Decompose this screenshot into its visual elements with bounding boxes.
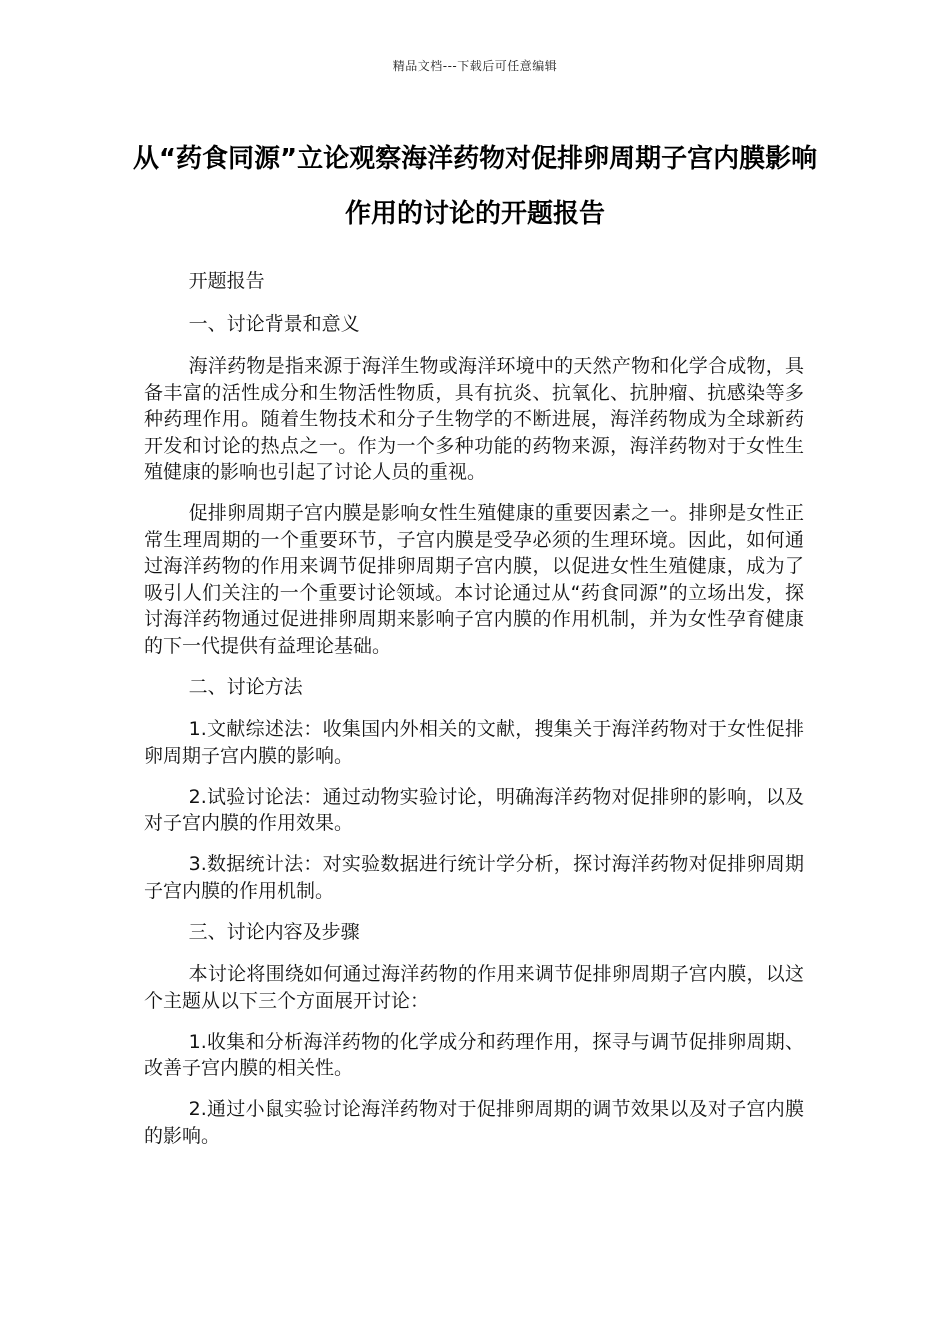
step-item-chemical-analysis: 1.收集和分析海洋药物的化学成分和药理作用，探寻与调节促排卵周期、改善子宫内膜的相关性。 bbox=[144, 1030, 804, 1079]
document-title: 从“药食同源”立论观察海洋药物对促排卵周期子宫内膜影响作用的讨论的开题报告 bbox=[132, 144, 818, 229]
method-item-literature-review: 1.文献综述法：收集国内外相关的文献，搜集关于海洋药物对于女性促排卵周期子宫内膜的影响。 bbox=[144, 718, 804, 767]
paragraph-ovulation-endometrium: 促排卵周期子宫内膜是影响女性生殖健康的重要因素之一。排卵是女性正常生理周期的一个重要环节，子宫内膜是受孕必须的生理环境。因此，如何通过海洋药物的作用来调节促排卵周期子宫内膜，以促进女性生殖健康，成为了吸引人们关注的一个重要讨论领域。本讨论通过从“药食同源”的立场出发，探讨海洋药物通过促进排卵周期来影响子宫内膜的作用机制，并为女性孕育健康的下一代提供有益理论基础。 bbox=[144, 502, 804, 657]
section-heading-methods: 二、讨论方法 bbox=[188, 675, 303, 698]
paragraph-research-scope: 本讨论将围绕如何通过海洋药物的作用来调节促排卵周期子宫内膜，以这个主题从以下三个方面展开讨论： bbox=[144, 963, 804, 1012]
method-item-experiment: 2.试验讨论法：通过动物实验讨论，明确海洋药物对促排卵的影响，以及对子宫内膜的作用效果。 bbox=[144, 785, 804, 834]
method-item-statistics: 3.数据统计法：对实验数据进行统计学分析，探讨海洋药物对促排卵周期子宫内膜的作用机制。 bbox=[144, 853, 804, 902]
paragraph-marine-drugs-intro: 海洋药物是指来源于海洋生物或海洋环境中的天然产物和化学合成物，具备丰富的活性成分和生物活性物质，具有抗炎、抗氧化、抗肿瘤、抗感染等多种药理作用。随着生物技术和分子生物学的不断进展，海洋药物成为全球新药开发和讨论的热点之一。作为一个多种功能的药物来源，海洋药物对于女性生殖健康的影响也引起了讨论人员的重视。 bbox=[144, 355, 804, 483]
step-item-mouse-experiment: 2.通过小鼠实验讨论海洋药物对于促排卵周期的调节效果以及对子宫内膜的影响。 bbox=[144, 1098, 804, 1147]
header-note: 精品文档---下载后可任意编辑 bbox=[392, 59, 558, 73]
document-body bbox=[144, 268, 804, 1164]
section-heading-background: 一、讨论背景和意义 bbox=[188, 312, 360, 335]
section-heading-content-steps: 三、讨论内容及步骤 bbox=[188, 920, 360, 943]
section-label-report: 开题报告 bbox=[188, 270, 265, 292]
